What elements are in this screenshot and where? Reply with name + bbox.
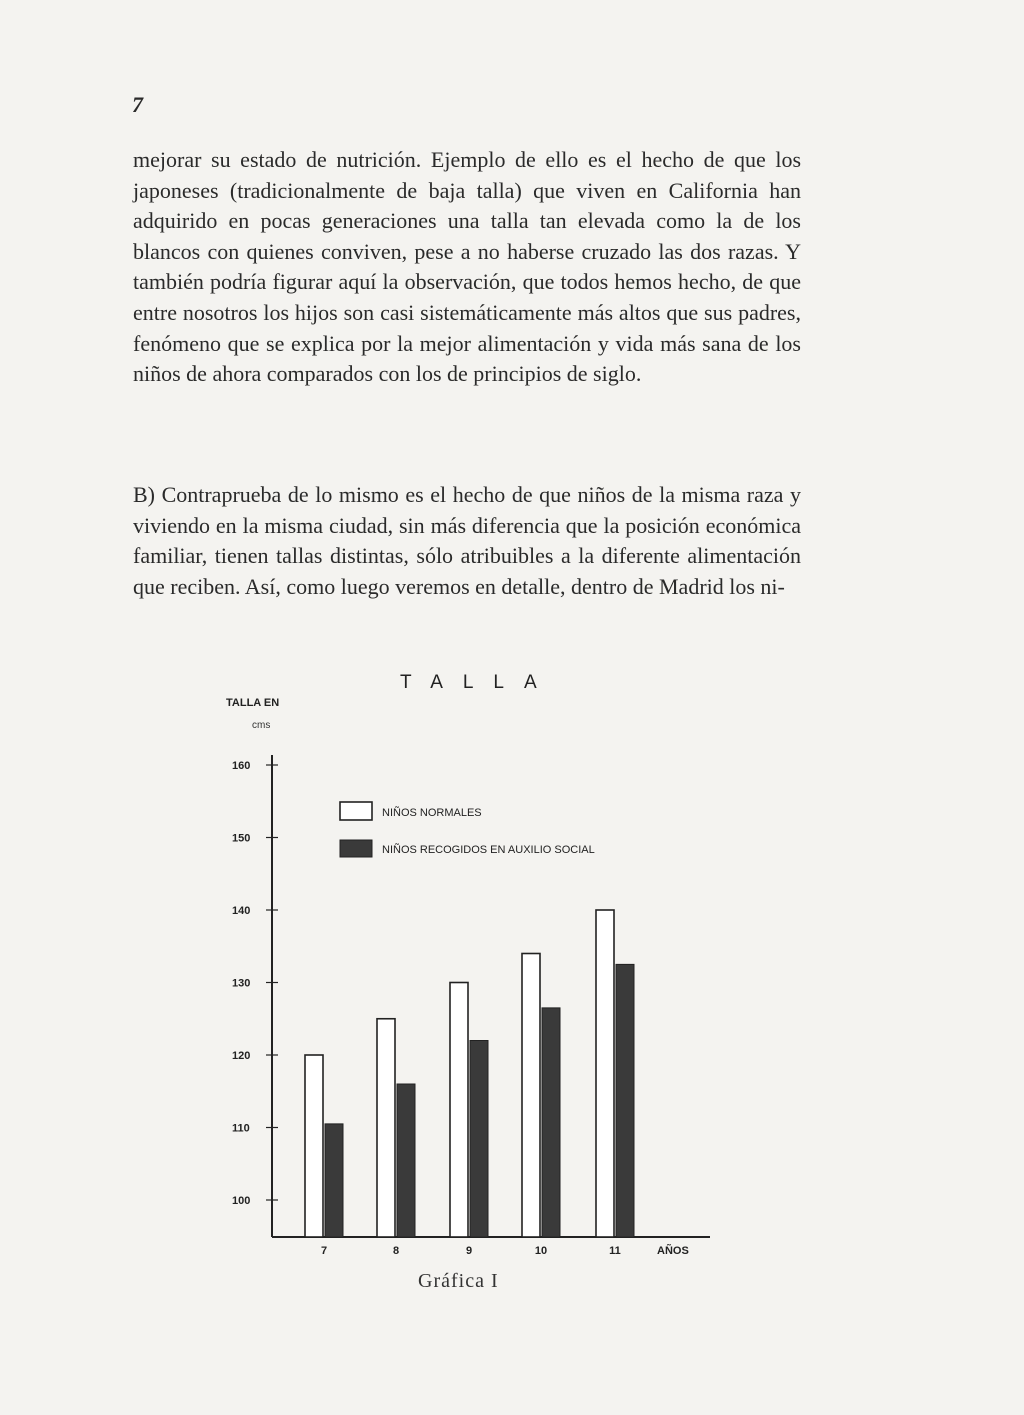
- y-tick-label: 100: [232, 1195, 251, 1207]
- paragraph-2: B) Contraprueba de lo mismo es el hecho de que niños de la misma raza y viviendo en la misma ciudad, sin más diferencia que la posición económica familiar, tienen tallas distintas, sólo atribuibles a la diferente alimentación que reciben. Así, como luego veremos en detalle, dentro de Madrid los ni-: [133, 482, 801, 599]
- y-tick-label: 150: [232, 832, 251, 845]
- bar-ninos-normales: [305, 1055, 323, 1237]
- legend-swatch-normales: [340, 802, 372, 820]
- legend-swatch-auxilio: [340, 840, 372, 857]
- x-tick-label: 9: [465, 1245, 473, 1257]
- bar-ninos-auxilio-social: [397, 1084, 415, 1237]
- bar-ninos-normales: [596, 910, 614, 1237]
- x-tick-label: 11: [609, 1245, 621, 1257]
- chart-y-axis-unit: cms: [252, 720, 271, 731]
- y-tick-label: 110: [232, 1122, 250, 1135]
- x-tick-label: 10: [534, 1245, 548, 1257]
- bar-ninos-auxilio-social: [470, 1041, 488, 1238]
- y-tick-label: 140: [232, 905, 251, 917]
- bar-ninos-auxilio-social: [542, 1008, 560, 1237]
- paragraph-1: mejorar su estado de nutrición. Ejemplo de ello es el hecho de que los japoneses (tradicionalmente de baja talla) que viven en California han adquirido en pocas generaciones una talla tan elevada como la de los blancos con quienes conviven, pese a no haberse cruzado las dos razas. Y también podría figurar aquí la observación, que todos hemos hecho, de que entre nosotros los hijos son casi sistemáticamente más altos que sus padres, fenómeno que se explica por la mejor alimentación y vida más sana de los niños de ahora comparados con los de principios de siglo.: [133, 147, 801, 387]
- x-tick-label: 7: [320, 1245, 328, 1257]
- bar-ninos-normales: [522, 954, 540, 1238]
- page-number: 7: [132, 92, 143, 117]
- legend-label-auxilio: NIÑOS RECOGIDOS EN AUXILIO SOCIAL: [382, 844, 595, 856]
- bar-ninos-auxilio-social: [325, 1124, 343, 1237]
- chart-y-axis-label: TALLA EN: [226, 697, 280, 709]
- y-tick-label: 120: [232, 1050, 251, 1062]
- x-tick-label: 8: [392, 1245, 400, 1257]
- legend-label-normales: NIÑOS NORMALES: [382, 807, 482, 819]
- chart-title: TALLA: [400, 672, 557, 693]
- bar-ninos-normales: [377, 1019, 395, 1237]
- y-tick-label: 160: [232, 760, 251, 772]
- bar-ninos-normales: [450, 983, 468, 1238]
- bar-ninos-auxilio-social: [616, 964, 634, 1237]
- figure-caption: Gráfica I: [418, 1270, 499, 1292]
- y-tick-label: 130: [232, 977, 251, 990]
- x-axis-label: AÑOS: [657, 1245, 689, 1257]
